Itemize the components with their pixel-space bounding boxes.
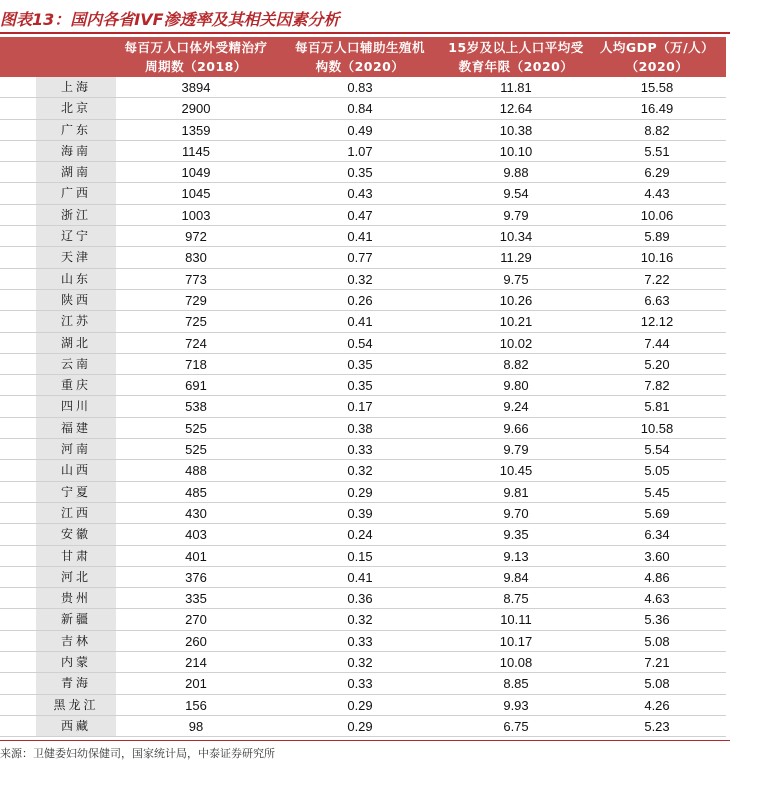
education-years-cell: 10.26 (499, 292, 533, 308)
gdp-per-capita-cell: 7.22 (644, 271, 670, 287)
province-cell: 贵州 (36, 588, 116, 609)
province-cell: 河北 (36, 567, 116, 588)
gdp-per-capita-cell: 5.69 (644, 505, 670, 521)
gdp-per-capita-cell: 5.81 (644, 399, 670, 415)
table-row (0, 247, 726, 268)
col-header-institutions-line2: 构数（2020） (315, 59, 405, 74)
col-header-ivf (116, 37, 276, 77)
ivf-cycles-cell: 718 (185, 356, 207, 372)
ivf-cycles-cell: 201 (185, 676, 207, 692)
institutions-cell: 0.32 (347, 463, 373, 479)
education-years-cell: 9.75 (503, 271, 529, 287)
province-cell: 山西 (36, 460, 116, 481)
education-years-cell: 10.11 (500, 612, 532, 628)
education-years-cell: 10.45 (499, 463, 533, 479)
gdp-per-capita-cell: 4.63 (644, 591, 670, 607)
table-row (0, 609, 726, 630)
institutions-cell: 1.07 (347, 143, 373, 159)
ivf-cycles-cell: 1045 (181, 186, 211, 202)
ivf-cycles-cell: 214 (185, 655, 207, 671)
ivf-cycles-cell: 401 (185, 548, 207, 564)
table-row (0, 673, 726, 694)
table-row (0, 375, 726, 396)
ivf-cycles-cell: 376 (185, 569, 207, 585)
table-row (0, 503, 726, 524)
col-header-ivf-line2: 周期数（2018） (145, 59, 247, 74)
institutions-cell: 0.41 (347, 314, 373, 330)
education-years-cell: 9.79 (503, 442, 529, 458)
province-cell: 天津 (36, 247, 116, 268)
education-years-cell: 8.85 (503, 676, 529, 692)
institutions-cell: 0.33 (347, 442, 373, 458)
table-body (0, 77, 726, 737)
education-years-cell: 10.17 (499, 633, 533, 649)
education-years-cell: 9.35 (503, 527, 529, 543)
institutions-cell: 0.83 (347, 80, 373, 95)
gdp-per-capita-cell: 8.82 (644, 122, 670, 138)
gdp-per-capita-cell: 5.54 (644, 442, 670, 458)
gdp-per-capita-cell: 4.43 (644, 186, 670, 202)
table-row (0, 98, 726, 119)
institutions-cell: 0.77 (347, 250, 373, 266)
institutions-cell: 0.36 (347, 591, 373, 607)
institutions-cell: 0.15 (347, 548, 373, 564)
col-header-gdp-line2: （2020） (625, 59, 689, 74)
ivf-cycles-cell: 270 (185, 612, 207, 628)
table-row (0, 354, 726, 375)
province-cell: 江苏 (36, 311, 116, 332)
table-row (0, 652, 726, 673)
ivf-cycles-cell: 1145 (182, 143, 210, 159)
province-cell: 湖南 (36, 162, 116, 183)
table-row (0, 418, 726, 439)
gdp-per-capita-cell: 4.86 (644, 569, 670, 585)
ivf-cycles-cell: 485 (185, 484, 207, 500)
institutions-cell: 0.26 (347, 292, 373, 308)
table-row (0, 546, 726, 567)
table-row (0, 460, 726, 481)
ivf-cycles-cell: 430 (185, 505, 207, 521)
institutions-cell: 0.47 (347, 207, 373, 223)
education-years-cell: 10.02 (499, 335, 533, 351)
gdp-per-capita-cell: 5.05 (644, 463, 670, 479)
education-years-cell: 9.80 (503, 378, 529, 394)
table-row (0, 333, 726, 354)
row-divider (0, 736, 726, 737)
table-row (0, 120, 726, 141)
province-cell: 重庆 (36, 375, 116, 396)
education-years-cell: 11.81 (500, 80, 532, 95)
institutions-cell: 0.29 (347, 697, 373, 713)
col-header-education-line1: 15岁及以上人口平均受 (448, 40, 584, 55)
province-cell: 云南 (36, 354, 116, 375)
table-title: 图表13：国内各省IVF渗透率及其相关因素分析 (0, 10, 340, 29)
ivf-cycles-cell: 725 (185, 314, 207, 330)
institutions-cell: 0.32 (347, 612, 373, 628)
institutions-cell: 0.33 (347, 676, 373, 692)
gdp-per-capita-cell: 6.63 (644, 292, 670, 308)
education-years-cell: 8.75 (503, 591, 529, 607)
institutions-cell: 0.35 (347, 356, 373, 372)
col-header-institutions (276, 37, 444, 77)
table-row (0, 695, 726, 716)
education-years-cell: 10.21 (499, 314, 533, 330)
table-row (0, 183, 726, 204)
table-row (0, 141, 726, 162)
table-row (0, 226, 726, 247)
gdp-per-capita-cell: 16.49 (640, 101, 674, 117)
table-row (0, 567, 726, 588)
education-years-cell: 9.70 (503, 505, 529, 521)
table-row (0, 716, 726, 737)
gdp-per-capita-cell: 10.06 (640, 207, 674, 223)
ivf-cycles-cell: 488 (185, 463, 207, 479)
table-row (0, 588, 726, 609)
province-cell: 吉林 (36, 631, 116, 652)
education-years-cell: 12.64 (499, 101, 533, 117)
province-cell: 辽宁 (36, 226, 116, 247)
col-header-ivf-line1: 每百万人口体外受精治疗 (124, 40, 268, 55)
institutions-cell: 0.43 (347, 186, 373, 202)
institutions-cell: 0.38 (347, 420, 373, 436)
province-cell: 青海 (36, 673, 116, 694)
gdp-per-capita-cell: 12.12 (640, 314, 674, 330)
province-cell: 海南 (36, 141, 116, 162)
gdp-per-capita-cell: 5.23 (644, 718, 670, 734)
gdp-per-capita-cell: 6.29 (644, 165, 670, 181)
col-header-institutions-line1: 每百万人口辅助生殖机 (294, 40, 425, 55)
gdp-per-capita-cell: 7.82 (644, 378, 670, 394)
gdp-per-capita-cell: 3.60 (644, 548, 670, 564)
ivf-cycles-cell: 1359 (181, 122, 211, 138)
institutions-cell: 0.29 (347, 484, 373, 500)
bottom-divider (0, 740, 730, 741)
institutions-cell: 0.49 (347, 122, 373, 138)
ivf-cycles-cell: 260 (185, 633, 207, 649)
province-cell: 上海 (36, 77, 116, 98)
table-row (0, 290, 726, 311)
province-cell: 广西 (36, 183, 116, 204)
institutions-cell: 0.35 (347, 378, 373, 394)
education-years-cell: 8.82 (503, 356, 529, 372)
province-cell: 北京 (36, 98, 116, 119)
ivf-cycles-cell: 830 (185, 250, 207, 266)
ivf-cycles-cell: 2900 (181, 101, 211, 117)
education-years-cell: 9.24 (503, 399, 529, 415)
ivf-cycles-cell: 729 (185, 292, 207, 308)
table-row (0, 162, 726, 183)
education-years-cell: 10.38 (499, 122, 533, 138)
gdp-per-capita-cell: 5.20 (644, 356, 670, 372)
title-divider (0, 32, 730, 34)
institutions-cell: 0.32 (347, 271, 373, 287)
table-row (0, 77, 726, 98)
ivf-cycles-cell: 525 (185, 420, 207, 436)
table-row (0, 396, 726, 417)
col-header-education-line2: 教育年限（2020） (458, 59, 574, 74)
institutions-cell: 0.33 (347, 633, 373, 649)
gdp-per-capita-cell: 5.08 (644, 676, 670, 692)
province-cell: 宁夏 (36, 482, 116, 503)
table-row (0, 482, 726, 503)
gdp-per-capita-cell: 5.51 (644, 143, 670, 159)
gdp-per-capita-cell: 5.89 (644, 229, 670, 245)
province-cell: 陕西 (36, 290, 116, 311)
province-cell: 黑龙江 (36, 695, 116, 716)
province-cell: 广东 (36, 120, 116, 141)
gdp-per-capita-cell: 7.21 (644, 655, 670, 671)
education-years-cell: 11.29 (500, 250, 532, 266)
province-cell: 福建 (36, 418, 116, 439)
province-cell: 内蒙 (36, 652, 116, 673)
table-row (0, 439, 726, 460)
province-cell: 浙江 (36, 205, 116, 226)
province-cell: 新疆 (36, 609, 116, 630)
gdp-per-capita-cell: 6.34 (644, 527, 670, 543)
province-cell: 山东 (36, 269, 116, 290)
table-row (0, 311, 726, 332)
gdp-per-capita-cell: 4.26 (644, 697, 670, 713)
institutions-cell: 0.24 (347, 527, 373, 543)
gdp-per-capita-cell: 5.08 (644, 633, 670, 649)
province-cell: 四川 (36, 396, 116, 417)
gdp-per-capita-cell: 15.58 (640, 80, 674, 95)
institutions-cell: 0.17 (347, 399, 373, 415)
education-years-cell: 9.13 (503, 548, 529, 564)
gdp-per-capita-cell: 5.36 (644, 612, 670, 628)
province-cell: 甘肃 (36, 546, 116, 567)
ivf-cycles-cell: 403 (185, 527, 207, 543)
education-years-cell: 9.88 (503, 165, 529, 181)
table-row (0, 269, 726, 290)
province-cell: 西藏 (36, 716, 116, 737)
education-years-cell: 10.10 (499, 143, 533, 159)
province-cell: 湖北 (36, 333, 116, 354)
institutions-cell: 0.41 (347, 569, 373, 585)
province-cell: 江西 (36, 503, 116, 524)
education-years-cell: 6.75 (503, 718, 529, 734)
ivf-cycles-cell: 525 (185, 442, 207, 458)
institutions-cell: 0.39 (347, 505, 373, 521)
source-note: 来源：卫健委妇幼保健司，国家统计局，中泰证券研究所 (0, 747, 275, 760)
education-years-cell: 9.54 (503, 186, 529, 202)
institutions-cell: 0.35 (347, 165, 373, 181)
education-years-cell: 9.93 (503, 697, 529, 713)
table-row (0, 205, 726, 226)
gdp-per-capita-cell: 10.16 (640, 250, 674, 266)
ivf-cycles-cell: 156 (185, 697, 207, 713)
ivf-cycles-cell: 773 (185, 271, 207, 287)
ivf-cycles-cell: 724 (185, 335, 207, 351)
col-header-gdp-line1: 人均GDP（万/人） (599, 40, 715, 55)
institutions-cell: 0.32 (347, 655, 373, 671)
education-years-cell: 10.34 (499, 229, 533, 245)
ivf-cycles-cell: 98 (188, 718, 204, 734)
institutions-cell: 0.41 (347, 229, 373, 245)
gdp-per-capita-cell: 10.58 (640, 420, 674, 436)
table-row (0, 631, 726, 652)
ivf-cycles-cell: 335 (185, 591, 207, 607)
col-header-education (444, 37, 588, 77)
institutions-cell: 0.54 (347, 335, 373, 351)
gdp-per-capita-cell: 5.45 (644, 484, 670, 500)
ivf-cycles-cell: 691 (185, 378, 207, 394)
gdp-per-capita-cell: 7.44 (644, 335, 670, 351)
institutions-cell: 0.84 (347, 101, 373, 117)
education-years-cell: 9.66 (503, 420, 529, 436)
institutions-cell: 0.29 (347, 718, 373, 734)
ivf-cycles-cell: 1003 (181, 207, 211, 223)
col-header-gdp (588, 37, 726, 77)
ivf-cycles-cell: 538 (185, 399, 207, 415)
table-row (0, 524, 726, 545)
ivf-cycles-cell: 972 (185, 229, 207, 245)
province-cell: 安徽 (36, 524, 116, 545)
province-cell: 河南 (36, 439, 116, 460)
education-years-cell: 10.08 (499, 655, 533, 671)
ivf-cycles-cell: 1049 (181, 165, 211, 181)
education-years-cell: 9.79 (503, 207, 529, 223)
table-header (0, 37, 726, 77)
education-years-cell: 9.81 (503, 484, 529, 500)
ivf-cycles-cell: 3894 (181, 80, 211, 95)
education-years-cell: 9.84 (503, 569, 529, 585)
